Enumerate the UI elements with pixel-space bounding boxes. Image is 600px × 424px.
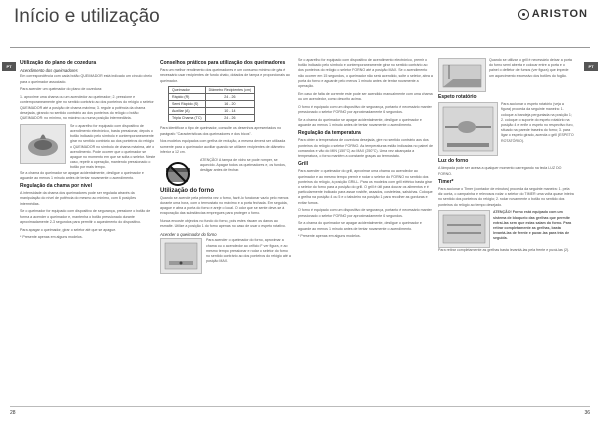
header-divider (10, 47, 590, 48)
table-cell: 24 - 26 (205, 115, 255, 122)
page-number-left: 28 (10, 410, 16, 416)
language-tab-right: PT (584, 62, 598, 71)
warning-block (160, 158, 292, 186)
oven-rack-icon (439, 211, 489, 247)
paragraph: Se a chama do queimador se apagar acidentalmente, desligue o queimador e aguarde ao menos 1 minuto antes de tentar novamente o acendimento. (298, 117, 422, 128)
subsection-heading: Acender o queimador do forno (160, 232, 217, 238)
paragraph: Quando se acende pela primeira vez o forno, fazê-lo funcionar vazio pelo menos durante uma hora, com o termostato no máximo e a porta fechada. Em seguida, apague e abra a porta do forno e areje o local. O odor que se sente deve-se à evaporação das substâncias empregues para proteger o forno. (160, 195, 289, 216)
paragraph: 1. aproxime uma chama ou um acendedor ao queimador; 2. pressione e contemporaneamente gire no sentido contrário ao dos ponteiros do relógio o seletor QUEIMADOR até a posição de chama máxima; 3. regule a potência da chama desejada, girando no sentido contrário ao dos ponteiros do relógio o botão QUEIMADOR: no mínimo, no máximo ou numa posição intermediária. (20, 95, 154, 121)
burner-icon (21, 125, 65, 163)
paragraph: O forno é equipado com um dispositivo de segurança, portanto é necessário manter pressionado o seletor FORNO por aproximadamente 6 segundos. (298, 208, 432, 218)
no-lid-warning-icon (160, 158, 196, 186)
paragraph: Para acender o queimador do grill, aproximar uma chama ou acendedor ao queimador e ao mesmo tempo premir e rodar o seletor do FORNO no sentido dos ponteiros do relógio, à posição GRILL. Para os modelos com grill elétrico basta girar o seletor do forno para a posição do grill. O grill é útil para dourar os alimentos e é particularmente indicado para assar rosbife, assados, costeletas, salsichas. Coloque a grelha na posição 4 ou 5 e o tabuleiro na posição 1 para recolher as gorduras e evitar fumos. (298, 169, 433, 205)
column-1 (20, 58, 156, 243)
column-3 (298, 58, 434, 242)
table-row (169, 101, 255, 108)
ariston-logo-icon (518, 9, 529, 20)
section-heading: Regulação da chama por nível (20, 183, 92, 190)
section-heading: Luz do forno (438, 158, 469, 165)
table-cell: 10 - 14 (205, 108, 255, 115)
paragraph: Para acender o queimador do forno, aproximar a chama ou o acendedor ao orifício F ver figura, e ao mesmo tempo pressionar e rodar o seletor do forno no sentido contrário ao dos ponteiros do relógio até a posição MAX. (206, 238, 291, 264)
table-header: Diâmetro Recipientes (cm) (205, 87, 255, 94)
paragraph: Nunca encoste objectos no fundo do forno, pois estes riscam os danos ao esmalte. Utilize a posição 1 do forno apenas no caso de usar o espeto rotativo. (160, 219, 286, 229)
table-cell: Auxiliar (A) (169, 108, 206, 115)
burner-diameter-table (168, 86, 255, 122)
paragraph: O forno é equipado com um dispositivo de segurança, portanto é necessário manter pressionado o seletor FORNO por aproximadamente 6 segundos. (298, 104, 432, 115)
section-heading: Utilização do forno (160, 187, 214, 194)
table-row (169, 115, 255, 122)
paragraph: A lâmpada pode ser acesa a qualquer momento carregando na tecla LUZ DO FORNO. (438, 166, 562, 176)
paragraph: Quando se utilizar o grill é necessário deixar a porta do forno semi aberta e colocar entre a porta e o painel o defletor de fumos (ver figura) que impede um aquecimento excessivo dos botões do fogão. (489, 58, 572, 78)
table-cell: Semi Rápido (S) (169, 101, 206, 108)
paragraph: Em caso de falta de corrente este pode ser acendido manualmente com uma chama ou um acendedor, como descrito acima. (298, 91, 433, 102)
paragraph: Para retirar completamente as grelhas basta levantá-las pela frente e puxá-las (2). (438, 248, 570, 253)
footnote: * Presente apenas em alguns modelos. (20, 235, 83, 240)
oven-interior-icon (161, 239, 201, 273)
table-row (169, 94, 255, 101)
table-header: Queimador (169, 87, 206, 94)
section-heading: Conselhos práticos para utilização dos queimadores (160, 60, 286, 66)
rotisserie-block (438, 102, 574, 156)
section-heading: Timer* (438, 178, 454, 185)
paragraph: Para obter a temperatura de cozedura desejada, gire no sentido contrário aos dos ponteiros do relógio o seletor FORNO. As temperaturas estão indicadas no painel de comandos e vão do MIN (150°C) ao MAX (250°C). Uma vez alcançada a temperatura, o forno mantém a constante graças ao termostato. (298, 138, 434, 159)
language-tab-left: PT (2, 62, 16, 71)
page-number-right: 36 (584, 410, 590, 416)
page-title: Início e utilização (14, 6, 160, 27)
oven-burner-figure (160, 238, 202, 274)
paragraph: Se a chama do queimador se apagar acidentalmente, desligue o queimador e aguarde ao menos 1 minuto antes de tentar novamente o acendimento. (298, 221, 422, 231)
paragraph: Para accionar o Timer (contador de minutos) proceda da seguinte maneira: 1. pela diz conta, o campainha e relevosos rodar o seletor do TIMER uma volta quase inteira no sentido dos ponteiros do relógio; 2. rodar novamente o botão no sentido dos ponteiros do relógio ao tempo desejado. (438, 187, 574, 207)
warning-text: ATENÇÃO! Forno está equipado com um sistema de bloqueio das grelhas que permite extraí-las sem que estas saiam do forno. Para retirar completamente as grelhas, basta levantá-las de frente e puxar-las para trás de seguida. (493, 210, 572, 241)
paragraph: Nos modelos equipados com grelha de redução, a mesma deverá ser utilizada somente para o queimador auxiliar quando se utilizem recipientes de diâmetro inferior a 12 cm. (160, 139, 286, 154)
paragraph: Se o aparelho for equipado com dispositivo de acendimento electrónico, premir o botão indicado pelo símbolo e contemporaneamente girar no sentido contrário ao dos ponteiros do relógio o seletor FORNO até a posição MAX. Se o acendimento não ocorrer em 15 segundos, o queimador não será acendido, solte o seletor, abra a porta do forno e aguarde pelo menos 1 minuto antes de tentar novamente a operação. (298, 58, 433, 89)
section-heading: Utilização do plano de cozedura (20, 60, 97, 66)
paragraph: Para apagar o queimador, girar o seletor até que se apague. (20, 227, 117, 232)
oven-door-deflector-icon (439, 59, 485, 91)
grill-deflector-block (438, 58, 574, 92)
section-heading: Grill (298, 161, 309, 168)
paragraph: Para identificar o tipo de queimador, consulte os desenhos apresentados no parágrafo "Características dos queimadores e dos bicos". (160, 126, 282, 136)
paragraph: Para acender um queimador do plano de cozedura: (20, 87, 103, 92)
burner-ignition-block (20, 124, 156, 171)
table-cell: 16 - 20 (205, 101, 255, 108)
table-cell: Tripla Chama (TC) (169, 115, 206, 122)
table-row (169, 108, 255, 115)
paragraph: Em correspondência com cada botão QUEIMADOR está indicado um círculo cheio para o queimador associado. (20, 74, 153, 84)
rotisserie-figure (438, 102, 498, 156)
table-cell: 24 - 26 (205, 94, 255, 101)
brand-logo (518, 8, 588, 20)
column-4 (438, 58, 574, 256)
rack-figure (438, 210, 490, 248)
paragraph: Se a chama do queimador se apagar acidentalmente, desligue o queimador e aguarde ao menos 1 minuto antes de tentar novamente o acendimento. (20, 170, 144, 180)
paragraph: Para accionar o espeto rotatório (veja a figura) proceda da seguinte maneira: 1. coloque a bandeja perguntada na posição 1; 2. coloque o suporte do espeto rotatório na posição 4 e enfie o espeto no respectivo furo, situado na parede traseira do forno; 3. para ligar o espeto girado, acenda o grill (ESPETO ROTATÓRIO). (501, 102, 574, 143)
column-2 (160, 58, 292, 274)
burner-figure (20, 124, 66, 164)
oven-burner-block (160, 238, 292, 274)
paragraph: A intensidade da chama dos queimadores pode ser regulada através da manipulação do nível de potência do mesmo ao mínimo, com 6 posições intermédias. (20, 191, 137, 206)
rotisserie-spit-icon (439, 103, 497, 155)
deflector-figure (438, 58, 486, 92)
paragraph: Se o queimador for equipado com dispositivo de segurança, pressione o botão de forma a acender o queimador e, mantenha o botão pressionado durante aproximadamente 2-3 segundos para permitir o aquecimento do dispositivo. (20, 209, 151, 224)
paragraph: Se o aparelho for equipado com dispositivo de acendimento electrónico, basta pressionar, depois o botão indicado pelo símbolo e contemporaneamente girar no sentido contrário ao dos ponteiros do relógio o QUEIMADOR no símbolo de chama máxima, até o acendimento. Pode ocorrer que o queimador se apague no momento em que se solta o seletor. Neste caso, repetir a operação, mantendo pressionado o botão por mais tempo. (70, 123, 156, 170)
paragraph: Para um melhor rendimento dos queimadores e um consumo mínimo de gás é necessário usar recipientes de fundo chato, dotados de tampa e proporcionais ao queimador. (160, 68, 290, 83)
footer-divider (10, 406, 590, 407)
subsection-heading: Acendimento dos queimadores (20, 68, 78, 74)
warning-text: ATENÇÃO! A tampa de vidro se pode romper, se aquecido. Apagar todos os queimadores e, os fundos, desligar antes de fechar. (200, 157, 286, 173)
table-header-row (169, 87, 255, 94)
footnote: * Presente apenas em alguns modelos. (298, 234, 361, 239)
section-heading: Regulação da temperatura (298, 130, 361, 137)
grill-lock-block (438, 210, 574, 248)
section-heading: Espeto rotatório (438, 94, 477, 100)
table-cell: Rápido (R) (169, 94, 206, 101)
brand-name: ARISTON (531, 8, 588, 20)
